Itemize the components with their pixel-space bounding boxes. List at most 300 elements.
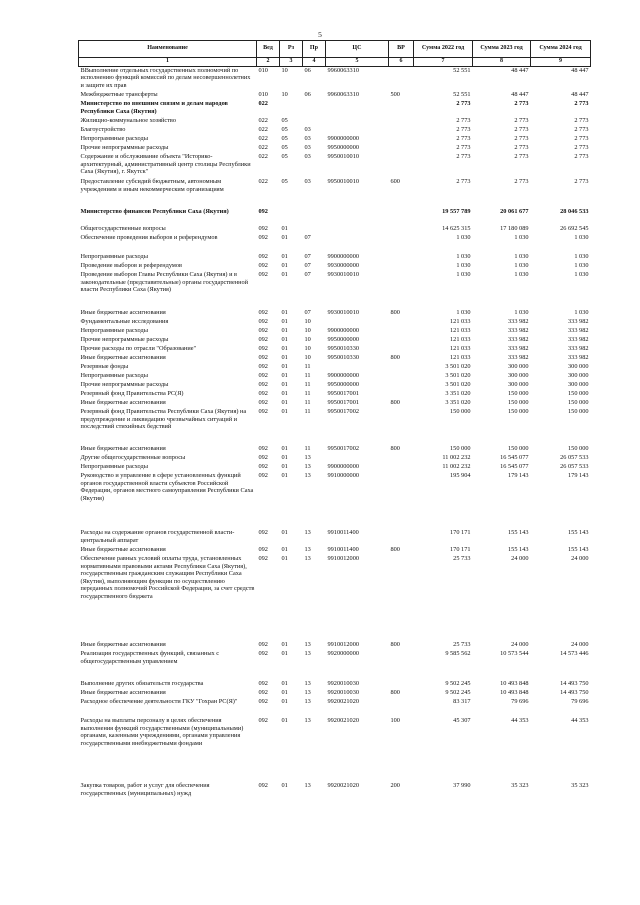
row-name: Прочие непрограммные расходы: [80, 336, 169, 344]
row-cs: 9900000000: [327, 327, 359, 335]
row-sum-2022: 19 557 789: [442, 208, 471, 216]
row-sum-2024: 24 000: [571, 555, 589, 563]
row-sum-2023: 333 982: [508, 354, 529, 362]
row-sum-2022: 150 000: [450, 408, 471, 416]
row-sum-2022: 1 030: [456, 234, 471, 242]
row-pr: 03: [304, 178, 311, 186]
row-ved: 022: [258, 153, 268, 161]
row-sum-2023: 10 493 848: [500, 689, 529, 697]
column-header: ЦС: [326, 41, 389, 58]
row-vr: [389, 345, 414, 354]
row-sum-2022: 2 773: [456, 135, 471, 143]
row-sum-2024: 1 030: [574, 262, 589, 270]
row-sum-2023: 300 000: [508, 363, 529, 371]
row-sum-2023: 2 773: [514, 117, 529, 125]
row-cs: 9920000000: [327, 650, 359, 658]
table-row: [79, 144, 591, 153]
row-sum-2024: 300 000: [568, 363, 589, 371]
row-sum-2022: 2 773: [456, 153, 471, 161]
table-row: [79, 126, 591, 135]
row-rz: [280, 100, 303, 117]
row-ved: 022: [258, 144, 268, 152]
row-sum-2024: 44 353: [571, 717, 589, 725]
row-name: Руководство и управление в сфере установленных функций органов государственной власти субъектов Российской Федерации, органов местного самоуправления Республики Саха (Якутия): [80, 472, 254, 502]
row-cs: 9910000000: [327, 472, 359, 480]
row-cs: 9960063310: [327, 66, 359, 74]
row-vr: 800: [390, 399, 400, 407]
row-name: Реализация государственных функций, связанных с общегосударственным управлением: [80, 650, 220, 665]
column-header: Вед: [257, 41, 280, 58]
row-pr: 13: [304, 472, 311, 480]
row-ved: 092: [258, 327, 268, 335]
row-sum-2023: 10 573 544: [500, 650, 529, 658]
row-cs: [326, 363, 389, 372]
row-rz: 01: [281, 354, 288, 362]
row-name: Содержание и обслуживание объекта "Историко-архитектурный, административный центр столицы Республики Саха (Якутия), г. Якутск": [80, 153, 251, 176]
row-rz: 05: [281, 144, 288, 152]
row-rz: 01: [281, 472, 288, 480]
row-pr: 13: [304, 529, 311, 537]
row-sum-2024: 79 696: [571, 698, 589, 706]
row-name: Прочие непрограммные расходы: [80, 381, 169, 389]
row-sum-2024: 1 030: [574, 271, 589, 279]
row-sum-2022: 25 733: [453, 555, 471, 563]
row-sum-2022: 3 351 020: [445, 399, 471, 407]
table-row: [79, 262, 591, 271]
row-vr: [389, 327, 414, 336]
row-ved: 022: [258, 100, 268, 108]
row-sum-2024: 28 046 533: [560, 208, 589, 216]
row-pr: 13: [304, 454, 311, 462]
row-vr: 800: [390, 546, 400, 554]
row-sum-2023: 150 000: [508, 408, 529, 416]
row-ved: 092: [258, 363, 268, 371]
row-sum-2022: 2 773: [456, 144, 471, 152]
column-index: 8: [473, 58, 531, 67]
row-name: Непрограммные расходы: [80, 135, 148, 143]
row-sum-2024: 179 143: [568, 472, 589, 480]
table-row: [79, 178, 591, 208]
row-sum-2023: 16 545 077: [500, 463, 529, 471]
row-sum-2022: 11 002 232: [442, 454, 471, 462]
row-sum-2022: 45 307: [453, 717, 471, 725]
row-vr: 200: [390, 782, 400, 790]
table-row: [79, 135, 591, 144]
row-sum-2024: 155 143: [568, 529, 589, 537]
row-cs: [326, 225, 389, 234]
row-ved: 092: [258, 408, 268, 416]
row-name: Прочие расходы по отрасли "Образование": [80, 345, 197, 353]
row-name: Резервный фонд Правительства Республики Саха (Якутия) на предупреждение и ликвидацию чрезвычайных ситуаций и последствий стихийных бедствий: [80, 408, 247, 431]
row-pr: 11: [304, 372, 311, 380]
row-name: Благоустройство: [80, 126, 126, 134]
row-name: Расходы на содержание органов государственной власти- центральный аппарат: [80, 529, 235, 544]
row-sum-2024: 48 447: [571, 66, 589, 74]
row-sum-2022: 121 033: [450, 354, 471, 362]
row-ved: 022: [258, 178, 268, 186]
row-cs: 9950017002: [327, 445, 359, 453]
row-name: Иные бюджетные ассигнования: [80, 689, 166, 697]
column-index-row: [79, 58, 591, 67]
row-pr: 03: [304, 144, 311, 152]
row-sum-2022: 170 171: [450, 529, 471, 537]
row-name: Расходное обеспечение деятельности ГКУ "Гохран РС(Я)": [80, 698, 238, 706]
row-sum-2024: 2 773: [574, 144, 589, 152]
row-sum-2022: 121 033: [450, 336, 471, 344]
row-cs: 9920021020: [327, 782, 359, 790]
row-ved: 092: [258, 641, 268, 649]
row-sum-2024: 155 143: [568, 546, 589, 554]
row-name: Непрограммные расходы: [80, 327, 148, 335]
row-name: Другие общегосударственные вопросы: [80, 454, 186, 462]
row-ved: 092: [258, 680, 268, 688]
row-name: Непрограммные расходы: [80, 463, 148, 471]
row-sum-2023: 16 545 077: [500, 454, 529, 462]
row-cs: 9910011400: [327, 529, 359, 537]
row-sum-2024: 14 493 750: [560, 689, 589, 697]
row-vr: [389, 408, 414, 445]
row-pr: [303, 208, 326, 225]
row-sum-2023: 44 353: [511, 717, 529, 725]
row-sum-2024: 48 447: [571, 91, 589, 99]
table-row: [79, 225, 591, 234]
row-cs: 9900000000: [327, 372, 359, 380]
row-sum-2022: 3 501 020: [445, 381, 471, 389]
row-sum-2024: 35 323: [571, 782, 589, 790]
row-sum-2023: 24 000: [511, 555, 529, 563]
row-ved: 092: [258, 717, 268, 725]
table-row: [79, 546, 591, 555]
row-vr: [389, 463, 414, 472]
row-rz: 01: [281, 454, 288, 462]
row-sum-2022: 3 501 020: [445, 372, 471, 380]
row-ved: 092: [258, 698, 268, 706]
row-vr: 500: [390, 91, 400, 99]
row-rz: 10: [281, 66, 288, 74]
row-ved: 022: [258, 135, 268, 143]
table-row: [79, 100, 591, 117]
row-vr: [389, 390, 414, 399]
row-cs: 9950000000: [327, 336, 359, 344]
row-sum-2022: 9 585 562: [445, 650, 471, 658]
row-sum-2024: 14 573 446: [560, 650, 589, 658]
table-row: [79, 555, 591, 641]
row-rz: 01: [281, 327, 288, 335]
row-cs: [326, 454, 389, 463]
table-row: [79, 153, 591, 178]
row-sum-2023: 150 000: [508, 399, 529, 407]
row-vr: 100: [390, 717, 400, 725]
row-sum-2024: 333 982: [568, 327, 589, 335]
row-sum-2023: 24 000: [511, 641, 529, 649]
column-index: 6: [389, 58, 414, 67]
column-index: 1: [79, 58, 257, 67]
row-vr: [389, 234, 414, 253]
row-ved: 092: [258, 782, 268, 790]
row-sum-2023: 333 982: [508, 318, 529, 326]
row-name: Иные бюджетные ассигнования: [80, 445, 166, 453]
row-pr: 13: [304, 717, 311, 725]
row-ved: 092: [258, 225, 268, 233]
row-ved: 092: [258, 318, 268, 326]
row-pr: 11: [304, 381, 311, 389]
row-pr: 11: [304, 408, 311, 416]
row-rz: 01: [281, 717, 288, 725]
column-header: Пр: [303, 41, 326, 58]
table-row: [79, 445, 591, 454]
row-cs: [326, 100, 389, 117]
row-rz: 05: [281, 153, 288, 161]
row-ved: 092: [258, 271, 268, 279]
row-cs: 9950010330: [327, 345, 359, 353]
row-cs: 9950017001: [327, 399, 359, 407]
table-row: [79, 381, 591, 390]
row-sum-2023: 20 061 677: [500, 208, 529, 216]
row-rz: 10: [281, 91, 288, 99]
row-sum-2022: 52 551: [453, 91, 471, 99]
row-rz: 01: [281, 399, 288, 407]
row-name: Проведение выборов и референдумов: [80, 262, 183, 270]
row-rz: 01: [281, 555, 288, 563]
row-sum-2022: 1 030: [456, 271, 471, 279]
row-ved: 092: [258, 208, 268, 216]
row-sum-2024: 333 982: [568, 318, 589, 326]
row-vr: [389, 126, 414, 135]
row-rz: 01: [281, 309, 288, 317]
row-pr: 10: [304, 354, 311, 362]
header-row: [79, 41, 591, 58]
row-pr: 07: [304, 271, 311, 279]
row-cs: 9910011400: [327, 546, 359, 554]
table-row: [79, 66, 591, 91]
row-rz: 01: [281, 650, 288, 658]
table-row: [79, 689, 591, 698]
row-rz: 01: [281, 363, 288, 371]
row-pr: [303, 117, 326, 126]
row-sum-2023: 2 773: [514, 144, 529, 152]
row-name: Резервный фонд Правительства РС(Я): [80, 390, 184, 398]
table-row: [79, 399, 591, 408]
row-name: Расходы на выплаты персоналу в целях обеспечения выполнения функций государственными (муниципальными) органами, казенными учреждениями, органами управления государственными внебюджетными фондами: [80, 717, 244, 747]
row-rz: 01: [281, 318, 288, 326]
row-name: Прочие непрограммные расходы: [80, 144, 169, 152]
row-ved: 010: [258, 91, 268, 99]
row-cs: 9950010010: [327, 178, 359, 186]
table-row: [79, 345, 591, 354]
row-vr: [389, 100, 414, 117]
row-ved: 092: [258, 336, 268, 344]
row-cs: 9930010010: [327, 271, 359, 279]
row-vr: [389, 698, 414, 717]
row-name: Выполнение других обязательств государства: [80, 680, 204, 688]
row-cs: 9950017001: [327, 390, 359, 398]
row-sum-2023: 17 180 089: [500, 225, 529, 233]
row-pr: 07: [304, 262, 311, 270]
row-sum-2022: 2 773: [456, 126, 471, 134]
row-sum-2023: 1 030: [514, 253, 529, 261]
row-vr: [389, 372, 414, 381]
row-sum-2022: 121 033: [450, 345, 471, 353]
budget-table: [78, 40, 591, 799]
row-sum-2024: 150 000: [568, 408, 589, 416]
row-cs: 9920010030: [327, 689, 359, 697]
page-number: 5: [318, 30, 322, 39]
row-rz: 01: [281, 253, 288, 261]
row-sum-2022: 14 625 315: [442, 225, 471, 233]
row-name: Обеспечение равных условий оплаты труда, установленных нормативными правовыми актами Республики Саха (Якутия), государственным гражданским служащим Республики Саха (Якутия), выполняющим функции по осуществлению переданных полномочий Российской Федерации, за счет средств государственного бюджета: [80, 555, 255, 601]
row-vr: 800: [390, 354, 400, 362]
column-header: ВР: [389, 41, 414, 58]
row-sum-2023: 1 030: [514, 262, 529, 270]
row-rz: 01: [281, 698, 288, 706]
row-sum-2022: 121 033: [450, 318, 471, 326]
row-pr: 11: [304, 399, 311, 407]
row-sum-2022: 1 030: [456, 262, 471, 270]
column-index: 3: [280, 58, 303, 67]
row-ved: 022: [258, 117, 268, 125]
row-sum-2022: 9 502 245: [445, 680, 471, 688]
row-cs: [326, 208, 389, 225]
row-sum-2024: 333 982: [568, 345, 589, 353]
table-row: [79, 472, 591, 529]
row-rz: 01: [281, 262, 288, 270]
row-vr: [389, 253, 414, 262]
row-cs: 9920021020: [327, 698, 359, 706]
row-rz: 01: [281, 271, 288, 279]
row-sum-2024: 26 692 545: [560, 225, 589, 233]
row-ved: 092: [258, 546, 268, 554]
table-row: [79, 717, 591, 782]
row-sum-2023: 79 696: [511, 698, 529, 706]
row-sum-2024: 2 773: [574, 100, 589, 108]
row-rz: 05: [281, 135, 288, 143]
row-cs: 9920010030: [327, 680, 359, 688]
row-ved: 092: [258, 650, 268, 658]
row-pr: 13: [304, 641, 311, 649]
row-sum-2022: 83 317: [453, 698, 471, 706]
row-sum-2022: 25 733: [453, 641, 471, 649]
row-sum-2024: 24 000: [571, 641, 589, 649]
row-ved: 092: [258, 529, 268, 537]
row-sum-2023: 35 323: [511, 782, 529, 790]
row-rz: 01: [281, 546, 288, 554]
row-cs: 9950010010: [327, 153, 359, 161]
row-pr: 11: [304, 390, 311, 398]
row-sum-2022: 1 030: [456, 309, 471, 317]
column-index: 7: [414, 58, 473, 67]
row-sum-2024: 1 030: [574, 309, 589, 317]
row-vr: [389, 271, 414, 309]
row-rz: 01: [281, 345, 288, 353]
row-ved: 092: [258, 354, 268, 362]
row-name: Иные бюджетные ассигнования: [80, 546, 166, 554]
row-name: Межбюджетные трансферты: [80, 91, 158, 99]
row-vr: [389, 555, 414, 641]
row-pr: 13: [304, 650, 311, 658]
column-header: Рз: [280, 41, 303, 58]
row-vr: 800: [390, 689, 400, 697]
row-cs: 9900000000: [327, 253, 359, 261]
row-pr: 13: [304, 463, 311, 471]
table-row: [79, 309, 591, 318]
row-sum-2024: 2 773: [574, 135, 589, 143]
row-name: Предоставление субсидий бюджетным, автономным учреждениям и иным некоммерческим организациям: [80, 178, 224, 193]
row-sum-2022: 37 990: [453, 782, 471, 790]
table-row: [79, 253, 591, 262]
row-vr: [389, 381, 414, 390]
row-pr: 03: [304, 126, 311, 134]
column-index: 2: [257, 58, 280, 67]
row-sum-2024: 333 982: [568, 336, 589, 344]
row-name: Жилищно-коммунальное хозяйство: [80, 117, 177, 125]
row-pr: [303, 225, 326, 234]
row-vr: 800: [390, 309, 400, 317]
row-pr: 03: [304, 135, 311, 143]
row-sum-2023: 2 773: [514, 153, 529, 161]
row-pr: 10: [304, 327, 311, 335]
row-sum-2024: 2 773: [574, 178, 589, 186]
row-pr: 10: [304, 318, 311, 326]
row-cs: 9950017002: [327, 408, 359, 416]
row-cs: 9960063310: [327, 91, 359, 99]
row-rz: 01: [281, 408, 288, 416]
table-row: [79, 680, 591, 689]
row-sum-2022: 150 000: [450, 445, 471, 453]
row-pr: 03: [304, 153, 311, 161]
row-rz: 01: [281, 463, 288, 471]
row-rz: 01: [281, 529, 288, 537]
row-ved: 092: [258, 309, 268, 317]
column-header: Сумма 2023 год: [473, 41, 531, 58]
row-pr: 13: [304, 555, 311, 563]
row-cs: 9920021020: [327, 717, 359, 725]
table-row: [79, 698, 591, 717]
column-index: 4: [303, 58, 326, 67]
table-row: [79, 641, 591, 650]
row-name: Министерство по внешним связям и делам народов Республики Саха (Якутия): [80, 100, 228, 115]
row-vr: [389, 650, 414, 680]
row-cs: 9930010010: [327, 309, 359, 317]
row-sum-2024: 2 773: [574, 126, 589, 134]
row-sum-2023: 155 143: [508, 529, 529, 537]
row-name: Проведение выборов Главы Республики Саха (Якутия) и в законодательные (представительные) органы государственной власти Республики Саха (Якутия): [80, 271, 249, 294]
row-rz: 01: [281, 782, 288, 790]
row-pr: 13: [304, 546, 311, 554]
row-sum-2024: 150 000: [568, 445, 589, 453]
row-pr: [303, 100, 326, 117]
row-pr: 13: [304, 782, 311, 790]
column-header: Сумма 2024 год: [531, 41, 591, 58]
row-rz: 01: [281, 680, 288, 688]
row-vr: [389, 318, 414, 327]
row-name: Иные бюджетные ассигнования: [80, 399, 166, 407]
row-rz: 01: [281, 390, 288, 398]
row-sum-2023: 300 000: [508, 381, 529, 389]
row-name: Резервные фонды: [80, 363, 129, 371]
row-sum-2023: 1 030: [514, 309, 529, 317]
row-cs: [326, 126, 389, 135]
row-ved: 092: [258, 253, 268, 261]
column-header: Наименование: [79, 41, 257, 58]
row-vr: [389, 66, 414, 91]
row-rz: 01: [281, 336, 288, 344]
row-sum-2022: 52 551: [453, 66, 471, 74]
row-rz: 01: [281, 445, 288, 453]
column-index: 5: [326, 58, 389, 67]
row-sum-2023: 333 982: [508, 336, 529, 344]
table-row: [79, 363, 591, 372]
row-vr: [389, 225, 414, 234]
